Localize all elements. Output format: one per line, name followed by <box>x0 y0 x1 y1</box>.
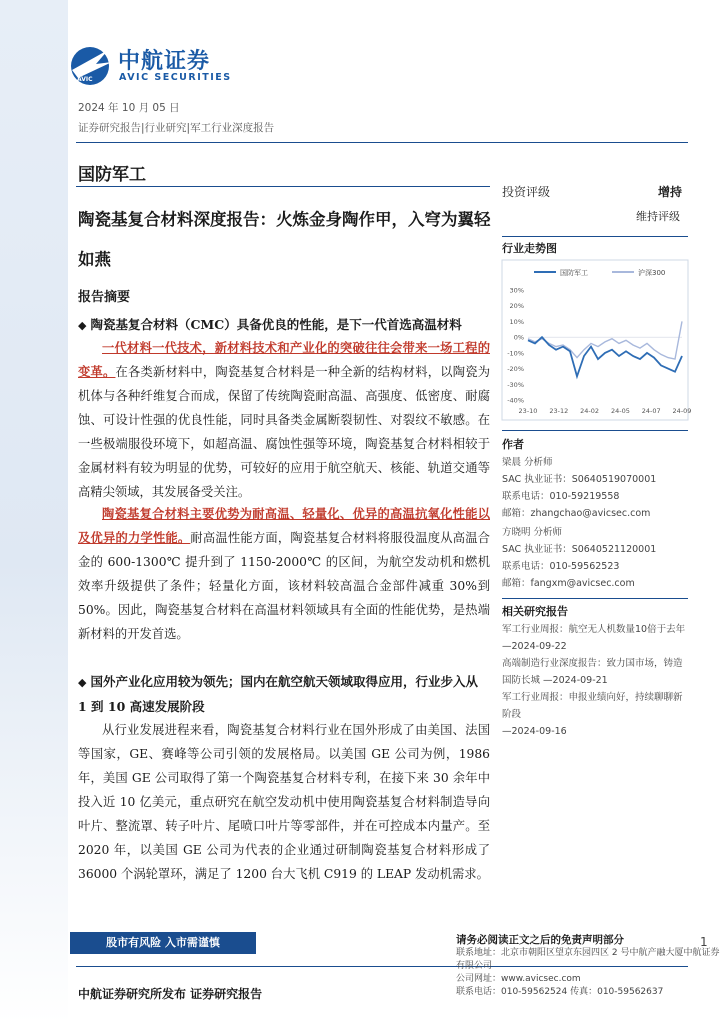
x-tick-label: 23-12 <box>549 407 569 415</box>
y-tick-label: 10% <box>509 317 524 326</box>
y-tick-label: 20% <box>509 302 524 311</box>
y-tick-label: -10% <box>507 349 524 358</box>
diamond-bullet-icon: ◆ <box>78 676 87 689</box>
report-title: 陶瓷基复合材料深度报告：火炼金身陶作甲，入穹为翼轻如燕 <box>78 210 491 269</box>
related-item[interactable]: 军工行业周报：申报业绩向好，持续聊聊新阶段 <box>502 692 683 720</box>
paragraph-1 <box>78 336 490 504</box>
author-2-phone: 联系电话：010-59562523 <box>502 561 620 572</box>
related-heading: 相关研究报告 <box>502 605 568 618</box>
industry-trend-chart <box>502 260 692 420</box>
author-2-info <box>502 524 656 592</box>
author-2-sac: SAC 执业证书：S0640521120001 <box>502 544 657 555</box>
y-tick-label: -20% <box>507 365 524 374</box>
author-1-phone: 联系电话：010-59219558 <box>502 491 620 502</box>
x-tick-label: 24-02 <box>580 407 600 415</box>
rating-value: 增持 <box>658 185 683 199</box>
authors-heading: 作者 <box>502 438 524 451</box>
y-tick-label: -40% <box>507 396 524 405</box>
paragraph-3: 从行业发展进程来看，陶瓷基复合材料行业在国外形成了由美国、法国等国家，GE、赛峰等公司引领的发展格局。以美国 GE 公司为例，1986 年，美国 GE 公司取得了第一个陶瓷基复合材料专利，在接下来 30 余年中投入近 10 亿美元，重点研究在航空发动机中使用陶瓷基复合材料制造导向叶片、整流罩、转子叶片、尾喷口叶片等零部件，并在可控成本内量产。至 2020 年，以美国 GE 公司为代表的企业通过研制陶瓷基复合材料形成了 36000 个涡轮罩环，满足了 1200 台大飞机 C919 的 LEAP 发动机需求。 <box>78 723 490 881</box>
paragraph-1-highlight: 一代材料一代技术，新材料技术和产业化的突破往往会带来一场工程的变革。 <box>78 340 490 379</box>
report-date: 2024 年 10 月 05 日 <box>78 102 180 114</box>
x-tick-label: 24-05 <box>610 407 630 415</box>
svg-text:AVIC: AVIC <box>77 76 93 83</box>
company-website: 公司网址：www.avicsec.com <box>456 974 581 984</box>
author-1-email: 邮箱：zhangchao@avicsec.com <box>502 508 651 519</box>
author-2-name: 方晓明 分析师 <box>502 527 563 538</box>
x-tick-label: 24-07 <box>641 407 661 415</box>
diamond-bullet-icon: ◆ <box>78 319 87 332</box>
related-list <box>502 621 688 740</box>
contact-phone: 联系电话：010-59562524 传真：010-59562637 <box>456 987 664 997</box>
report-path: 证券研究报告|行业研究|军工行业深度报告 <box>78 122 275 134</box>
paragraph-2-highlight: 陶瓷基复合材料主要优势为耐高温、轻量化、优异的高温抗氧化性能以及优异的力学性能。 <box>78 506 490 545</box>
rating-sub: 维持评级 <box>636 210 680 223</box>
related-item[interactable]: 高端制造行业深度报告：致力国市场，铸造国防长城 —2024-09-21 <box>502 658 683 686</box>
company-logo <box>66 42 246 90</box>
header-divider <box>76 142 688 143</box>
section-divider <box>76 186 490 187</box>
legend-label: 国防军工 <box>560 269 588 277</box>
contact-address: 联系地址：北京市朝阳区望京东园四区 2 号中航产融大厦中航证券有限公司 <box>456 948 720 971</box>
related-item: —2024-09-16 <box>502 726 567 737</box>
bullet-point-1 <box>78 313 462 338</box>
rating-label: 投资评级 <box>502 185 551 199</box>
abstract-heading: 报告摘要 <box>78 290 131 305</box>
x-tick-label: 24-09 <box>672 407 692 415</box>
paragraph-2 <box>78 502 490 646</box>
y-tick-label: -30% <box>507 380 524 389</box>
y-tick-label: 30% <box>509 286 524 295</box>
authors-divider <box>502 430 688 431</box>
paragraph-2-body: 耐高温性能方面，陶瓷基复合材料将服役温度从高温合金的 600-1300℃ 提升到了 1150-2000℃ 的区间，为航空发动机和燃机效率升级提供了条件；轻量化方面，该材料较高温合金部件减重 30%到 50%。因此，陶瓷基复合材料在高温材料领域具有全面的性能优势，是热端新材料的开发首选。 <box>78 531 490 641</box>
footer-publisher: 中航证券研究所发布 证券研究报告 <box>78 987 263 1001</box>
disclaimer-note: 请务必阅读正文之后的免责声明部分 <box>456 934 624 946</box>
logo-english-name: AVIC SECURITIES <box>119 72 232 83</box>
left-sidebar-decoration <box>0 0 68 1024</box>
author-1-info <box>502 454 656 522</box>
related-item[interactable]: 军工行业周报：航空无人机数量10倍于去年 <box>502 624 686 635</box>
related-item: —2024-09-22 <box>502 641 567 652</box>
y-tick-label: 0% <box>513 333 524 342</box>
x-tick-label: 23-10 <box>518 407 538 415</box>
author-2-email: 邮箱：fangxm@avicsec.com <box>502 578 635 589</box>
bullet-point-2 <box>78 670 490 719</box>
bullet-2-text: 国外产业化应用较为领先；国内在航空航天领域取得应用，行业步入从 1 到 10 高速发展阶段 <box>78 674 478 714</box>
logo-chinese-name: 中航证券 <box>118 49 211 74</box>
author-1-sac: SAC 执业证书：S0640519070001 <box>502 474 657 485</box>
avic-logo-icon <box>66 42 116 88</box>
section-title: 国防军工 <box>78 165 146 185</box>
trend-title: 行业走势图 <box>502 242 557 255</box>
paragraph-1-body: 在各类新材料中，陶瓷基复合材料是一种全新的结构材料，以陶瓷为机体与各种纤维复合而成，保留了传统陶瓷耐高温、高强度、低密度、耐腐蚀、可设计性强的优良性能，同时具备类金属断裂韧性、对裂纹不敏感。在一些极端服役环境下，如超高温、腐蚀性强等环境，陶瓷基复合材料相较于金属材料有较为明显的优势，可较好的应用于航空航天、核能、轨道交通等高精尖领域，其发展备受关注。 <box>78 365 490 499</box>
footer-disclaimer <box>456 934 724 999</box>
author-1-name: 梁晨 分析师 <box>502 457 553 468</box>
risk-warning-box: 股市有风险 入市需谨慎 <box>70 932 256 954</box>
bullet-1-text: 陶瓷基复合材料（CMC）具备优良的性能，是下一代首选高温材料 <box>90 317 462 332</box>
related-divider <box>502 598 688 599</box>
legend-label: 沪深300 <box>638 269 666 277</box>
trend-divider <box>502 236 688 237</box>
page-number: 1 <box>700 935 708 949</box>
